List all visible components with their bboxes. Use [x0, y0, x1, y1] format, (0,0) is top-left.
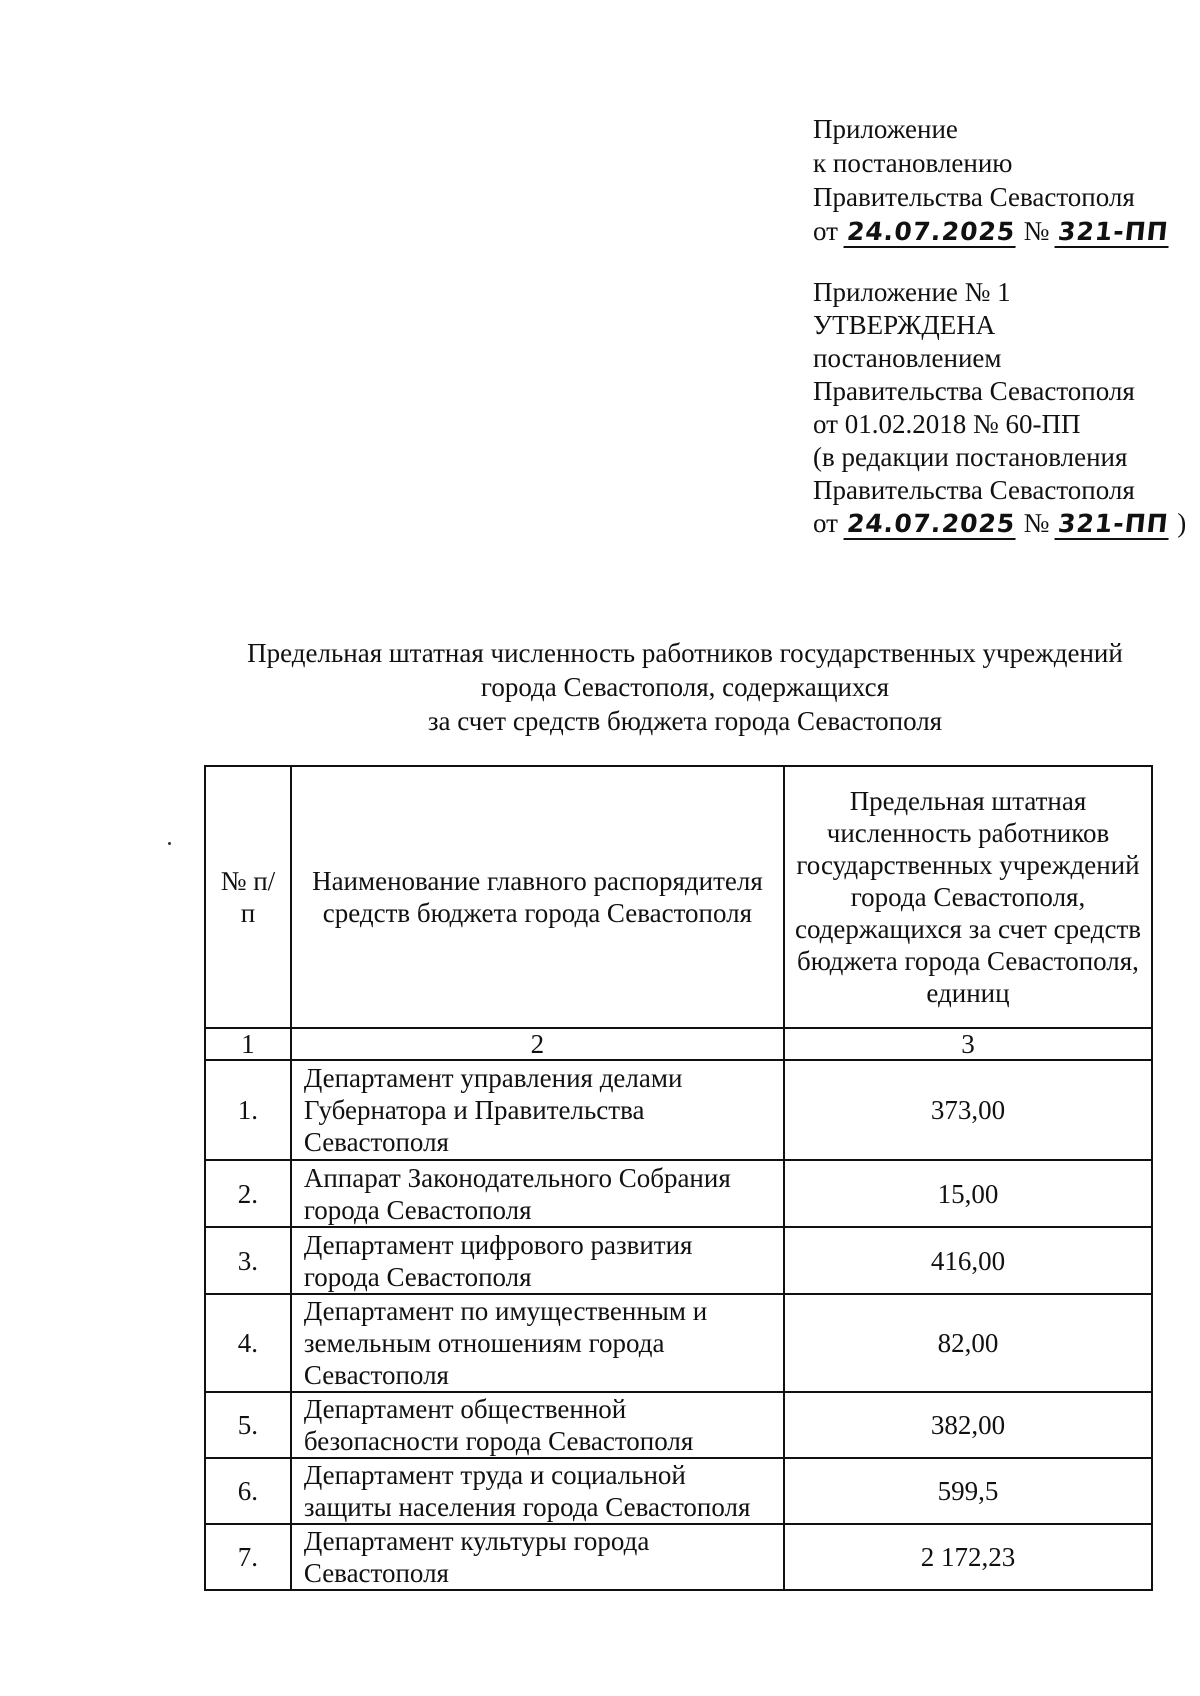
table-row	[205, 1392, 1152, 1458]
table-header-row	[205, 766, 1152, 1028]
header-num: № п/п	[205, 766, 291, 1028]
row-num: 1.	[205, 1060, 291, 1160]
scan-speck	[168, 842, 171, 845]
staff-limit-table	[204, 765, 1153, 1591]
table-row	[205, 1524, 1152, 1590]
approved-line: Правительства Севастополя	[813, 376, 1135, 406]
title-line: за счет средств бюджета города Севастополя	[427, 706, 943, 736]
row-name: Аппарат Законодательного Собрания города Севастополя	[291, 1160, 784, 1227]
column-index-row	[205, 1028, 1152, 1060]
appendix-date-line	[813, 214, 1183, 248]
handwritten-number: 321-ПП	[1055, 510, 1173, 540]
row-num: 2.	[205, 1160, 291, 1227]
approved-line: УТВЕРЖДЕНА	[813, 310, 996, 340]
title-line: Предельная штатная численность работников государственных учреждений	[247, 638, 1123, 668]
table-row	[205, 1160, 1152, 1227]
date-prefix: от	[813, 216, 838, 246]
appendix-header	[813, 112, 1183, 248]
row-name: Департамент труда и социальной защиты населения города Севастополя	[291, 1458, 784, 1524]
row-name: Департамент управления делами Губернатора и Правительства Севастополя	[291, 1060, 784, 1160]
row-value: 416,00	[784, 1227, 1152, 1294]
table-row	[205, 1227, 1152, 1294]
row-value: 2 172,23	[784, 1524, 1152, 1590]
header-name: Наименование главного распорядителя средств бюджета города Севастополя	[291, 766, 784, 1028]
row-value: 599,5	[784, 1458, 1152, 1524]
document-title	[200, 636, 1170, 738]
column-index: 2	[291, 1028, 784, 1060]
appendix-line: к постановлению	[813, 148, 1013, 178]
approved-line: постановлением	[813, 343, 1002, 373]
column-index: 1	[205, 1028, 291, 1060]
row-value: 15,00	[784, 1160, 1152, 1227]
appendix-line: Приложение	[813, 114, 958, 144]
closing-paren: )	[1177, 508, 1187, 538]
handwritten-number: 321-ПП	[1055, 218, 1173, 248]
handwritten-date: 24.07.2025	[843, 218, 1018, 248]
date-prefix: от	[813, 508, 838, 538]
approved-line: Правительства Севастополя	[813, 475, 1135, 505]
column-index: 3	[784, 1028, 1152, 1060]
number-sign: №	[1023, 216, 1050, 246]
row-num: 4.	[205, 1294, 291, 1392]
row-value: 82,00	[784, 1294, 1152, 1392]
header-value: Предельная штатная численность работников государственных учреждений города Севастополя, содержащихся за счет средств бюджета города Севастополя, единиц	[784, 766, 1152, 1028]
number-sign: №	[1023, 508, 1050, 538]
row-name: Департамент общественной безопасности города Севастополя	[291, 1392, 784, 1458]
row-name: Департамент по имущественным и земельным отношениям города Севастополя	[291, 1294, 784, 1392]
row-name: Департамент цифрового развития города Севастополя	[291, 1227, 784, 1294]
approved-header	[813, 276, 1187, 540]
row-num: 7.	[205, 1524, 291, 1590]
approved-line: Приложение № 1	[813, 277, 1011, 307]
row-value: 373,00	[784, 1060, 1152, 1160]
approved-line: (в редакции постановления	[813, 442, 1128, 472]
row-value: 382,00	[784, 1392, 1152, 1458]
appendix-line: Правительства Севастополя	[813, 182, 1135, 212]
table-row	[205, 1294, 1152, 1392]
handwritten-date: 24.07.2025	[843, 510, 1018, 540]
approved-line: от 01.02.2018 № 60-ПП	[813, 409, 1081, 439]
table-row	[205, 1060, 1152, 1160]
table-row	[205, 1458, 1152, 1524]
title-line: города Севастополя, содержащихся	[480, 672, 890, 702]
row-num: 3.	[205, 1227, 291, 1294]
row-name: Департамент культуры города Севастополя	[291, 1524, 784, 1590]
row-num: 6.	[205, 1458, 291, 1524]
row-num: 5.	[205, 1392, 291, 1458]
approved-date-line	[813, 507, 1187, 540]
